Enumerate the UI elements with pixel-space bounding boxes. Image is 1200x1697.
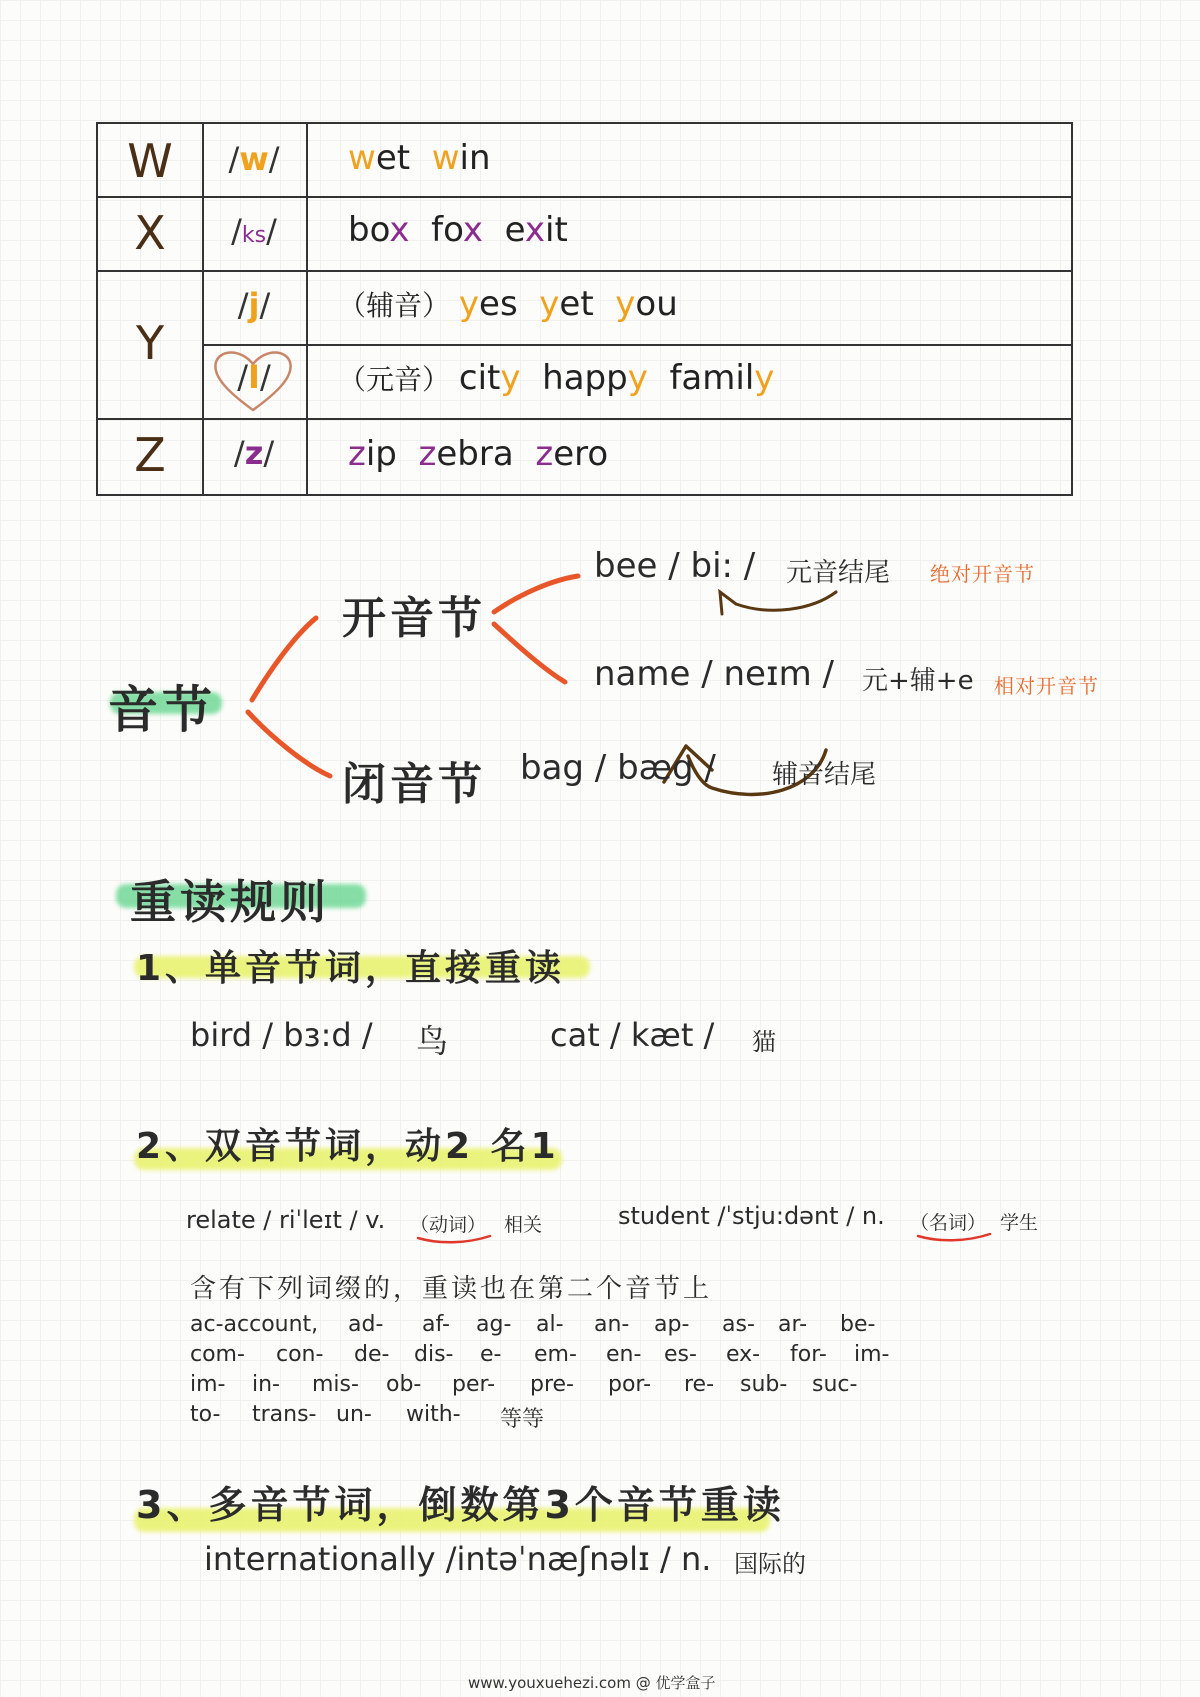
example-word: [615, 284, 677, 324]
syllable-root: 音节: [108, 681, 216, 739]
arrow-head: [720, 592, 736, 614]
words-y-consonant: [338, 284, 678, 324]
example-word: [669, 358, 774, 398]
ipa-slash: /: [259, 286, 271, 324]
example-word: [432, 138, 491, 178]
affix-item: ag-: [476, 1312, 512, 1337]
ipa-slash: /: [237, 358, 249, 396]
affix-item: ar-: [778, 1312, 808, 1337]
bag-example: bag / bæg /: [520, 748, 716, 788]
ipa-slash: /: [228, 140, 240, 178]
example-word: [348, 210, 409, 250]
affix-item: em-: [534, 1342, 577, 1367]
affix-item: es-: [664, 1342, 697, 1367]
example-student-cn: 学生: [1000, 1212, 1039, 1234]
highlighted-letter: y: [539, 284, 560, 324]
words-x: [348, 210, 568, 250]
row-divider: [98, 196, 1071, 198]
bee-tag: 绝对开音节: [930, 562, 1035, 586]
branch-line: [494, 576, 578, 612]
affix-item: un-: [336, 1402, 372, 1427]
noun-tag: （名词）: [910, 1212, 987, 1234]
ipa-symbol: ks: [241, 223, 267, 248]
highlighted-letter: z: [418, 434, 437, 474]
underline-mark: [914, 1230, 994, 1244]
affix-intro: 含有下列词缀的，重读也在第二个音节上: [190, 1274, 713, 1304]
word-type-label: （元音）: [338, 363, 459, 396]
affix-item: 等等: [500, 1407, 545, 1432]
rule-3: 3、多音节词，倒数第3个音节重读: [136, 1483, 785, 1527]
affix-item: ap-: [654, 1312, 690, 1337]
affix-item: mis-: [312, 1372, 359, 1397]
affix-item: de-: [354, 1342, 390, 1367]
row-divider: [202, 344, 1071, 346]
example-cat-cn: 猫: [752, 1028, 776, 1056]
affix-item: en-: [606, 1342, 642, 1367]
open-syllable-label: 开音节: [342, 593, 486, 644]
word-part: ip: [365, 434, 397, 474]
highlighted-letter: x: [389, 210, 410, 250]
affix-list: [190, 1312, 990, 1442]
ipa-y-consonant: [202, 286, 306, 324]
ipa-slash: /: [259, 358, 271, 396]
word-type-label: （辅音）: [338, 289, 459, 322]
word-part: et: [375, 138, 411, 178]
letter-x: X: [134, 206, 166, 260]
ipa-slash: /: [268, 140, 280, 178]
affix-item: im-: [190, 1372, 226, 1397]
branch-line: [494, 624, 565, 682]
bag-note: 辅音结尾: [772, 760, 877, 790]
letter-z: Z: [134, 428, 166, 482]
affix-item: in-: [252, 1372, 280, 1397]
example-word: [431, 210, 483, 250]
letter-w: W: [127, 134, 173, 188]
affix-item: pre-: [530, 1372, 574, 1397]
rule-2: 2、双音节词，动2 名1: [136, 1126, 560, 1167]
affix-item: an-: [594, 1312, 630, 1337]
name-tag: 相对开音节: [994, 674, 1099, 698]
phonics-table: [96, 122, 1073, 496]
words-z: [348, 434, 608, 474]
name-note: 元+辅+e: [862, 666, 974, 696]
example-word: [542, 358, 648, 398]
ipa-x: [202, 212, 306, 250]
highlighted-letter: z: [535, 434, 554, 474]
ipa-symbol: z: [244, 434, 264, 472]
footer: www.youxuehezi.com @ 优学盒子: [468, 1674, 716, 1692]
stress-title: 重读规则: [130, 875, 330, 929]
rule-1: 1、单音节词，直接重读: [136, 948, 566, 989]
underline-mark: [414, 1232, 494, 1246]
ipa-symbol: w: [239, 140, 269, 178]
ipa-y-vowel: [202, 358, 306, 396]
example-internationally-cn: 国际的: [734, 1550, 806, 1578]
highlighted-letter: y: [615, 284, 636, 324]
affix-item: trans-: [252, 1402, 317, 1427]
example-word: [348, 138, 410, 178]
highlighted-letter: x: [524, 210, 546, 250]
affix-item: e-: [480, 1342, 502, 1367]
word-part: it: [545, 210, 568, 250]
ipa-slash: /: [231, 212, 242, 250]
ipa-slash: /: [263, 434, 275, 472]
affix-item: be-: [840, 1312, 876, 1337]
highlighted-letter: w: [431, 138, 460, 178]
example-internationally: internationally /intəˈnæʃnəlɪ / n.: [204, 1540, 712, 1578]
affix-item: as-: [722, 1312, 755, 1337]
example-student: student /ˈstju:dənt / n.: [618, 1202, 885, 1230]
bee-note: 元音结尾: [786, 558, 891, 588]
word-part: fo: [431, 210, 463, 250]
highlighted-letter: y: [458, 284, 480, 324]
highlighted-letter: z: [348, 434, 366, 474]
ipa-symbol: I: [248, 358, 260, 396]
ipa-slash: /: [233, 434, 245, 472]
word-part: e: [504, 210, 525, 250]
affix-item: for-: [790, 1342, 827, 1367]
branch-line: [252, 618, 316, 700]
example-relate: relate / riˈleɪt / v.: [186, 1206, 386, 1234]
word-part: ero: [553, 434, 609, 474]
affix-item: per-: [452, 1372, 496, 1397]
example-word: [419, 434, 514, 474]
word-part: famil: [669, 358, 755, 398]
example-word: [505, 210, 568, 250]
affix-item: ob-: [386, 1372, 422, 1397]
example-word: [459, 284, 518, 324]
example-bird-cn: 鸟: [416, 1022, 449, 1060]
affix-item: con-: [276, 1342, 324, 1367]
ipa-slash: /: [266, 212, 277, 250]
highlighted-letter: y: [754, 358, 775, 398]
ipa-slash: /: [237, 286, 249, 324]
highlighted-letter: y: [627, 358, 648, 398]
affix-item: ac-account,: [190, 1312, 319, 1337]
ipa-z: [202, 434, 306, 472]
word-part: cit: [458, 358, 501, 398]
letter-y: Y: [135, 316, 165, 370]
example-cat: cat / kæt /: [550, 1016, 715, 1054]
bee-example: bee / bi: /: [594, 546, 756, 586]
example-relate-cn: 相关: [504, 1214, 543, 1236]
example-bird: bird / bɜ:d /: [190, 1016, 373, 1054]
name-example: name / neɪm /: [594, 654, 834, 694]
word-part: es: [479, 284, 518, 324]
highlighted-letter: y: [500, 358, 521, 398]
highlighted-letter: x: [462, 210, 483, 250]
affix-item: with-: [406, 1402, 461, 1427]
affix-item: ex-: [726, 1342, 761, 1367]
affix-item: com-: [190, 1342, 245, 1367]
word-part: happ: [542, 358, 628, 398]
affix-item: por-: [608, 1372, 652, 1397]
example-word: [348, 434, 397, 474]
word-part: et: [559, 284, 594, 324]
word-part: bo: [348, 210, 390, 250]
word-part: ebra: [436, 434, 514, 474]
branch-line: [248, 712, 330, 776]
affix-item: dis-: [414, 1342, 454, 1367]
ipa-symbol: j: [248, 286, 260, 324]
example-word: [539, 284, 593, 324]
arrow-icon: [736, 592, 836, 610]
affix-item: sub-: [740, 1372, 788, 1397]
affix-item: im-: [854, 1342, 890, 1367]
affix-item: af-: [422, 1312, 450, 1337]
word-part: ou: [635, 284, 678, 324]
ipa-w: [202, 140, 306, 178]
example-word: [535, 434, 608, 474]
verb-tag: （动词）: [410, 1214, 487, 1236]
words-y-vowel: [338, 358, 774, 398]
affix-item: al-: [536, 1312, 564, 1337]
affix-item: suc-: [812, 1372, 858, 1397]
affix-item: re-: [684, 1372, 715, 1397]
row-divider: [98, 418, 1071, 420]
closed-syllable-label: 闭音节: [342, 759, 486, 810]
affix-item: to-: [190, 1402, 221, 1427]
word-part: in: [459, 138, 491, 178]
column-divider: [306, 124, 308, 494]
highlighted-letter: w: [348, 138, 376, 178]
affix-item: ad-: [348, 1312, 384, 1337]
example-word: [459, 358, 521, 398]
row-divider: [98, 270, 1071, 272]
words-w: [348, 138, 491, 178]
